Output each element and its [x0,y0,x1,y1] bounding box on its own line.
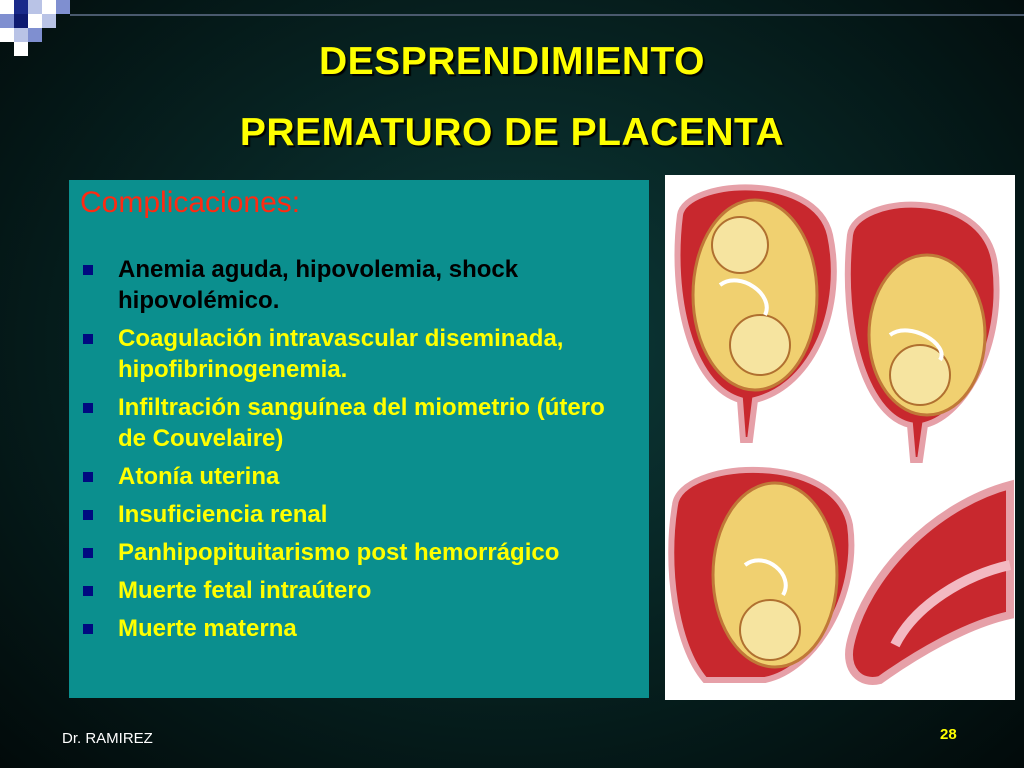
square-bullet-icon [83,586,93,596]
list-item-text: Atonía uterina [118,463,280,490]
list-item-text: Coagulación intravascular diseminada, hipofibrinogenemia. [118,325,564,383]
square-bullet-icon [83,403,93,413]
slide-number: 28 [940,726,957,743]
header-rule [70,14,1024,16]
list-item [69,323,609,385]
uterus-illustration [671,470,851,680]
list-item-text: Muerte materna [118,615,297,642]
panel-heading: Complicaciones: [80,186,301,219]
square-bullet-icon [83,510,93,520]
list-item [69,613,609,644]
list-item [69,575,609,606]
list-item-text: Panhipopituitarismo post hemorrágico [118,539,560,566]
list-item [69,392,609,454]
list-item [69,461,609,492]
list-item-text: Muerte fetal intraútero [118,577,372,604]
list-item-text: Insuficiencia renal [118,501,328,528]
uterus-illustration [678,187,834,440]
author-footer: Dr. RAMIREZ [62,730,153,747]
list-item [69,499,609,530]
slide-title-line1: DESPRENDIMIENTO [319,40,705,83]
list-item-text: Anemia aguda, hipovolemia, shock hipovolémico. [118,256,519,314]
square-bullet-icon [83,265,93,275]
placental-abruption-illustration [665,175,1015,700]
square-bullet-icon [83,624,93,634]
complications-list [69,254,609,651]
slide-title-line2: PREMATURO DE PLACENTA [239,111,785,154]
uterus-illustration [849,485,1010,681]
square-bullet-icon [83,548,93,558]
list-item-text: Infiltración sanguínea del miometrio (útero de Couvelaire) [118,394,605,452]
square-bullet-icon [83,334,93,344]
square-bullet-icon [83,472,93,482]
list-item [69,537,609,568]
list-item [69,254,609,316]
uterus-illustration [848,205,997,460]
complications-panel [69,180,649,698]
